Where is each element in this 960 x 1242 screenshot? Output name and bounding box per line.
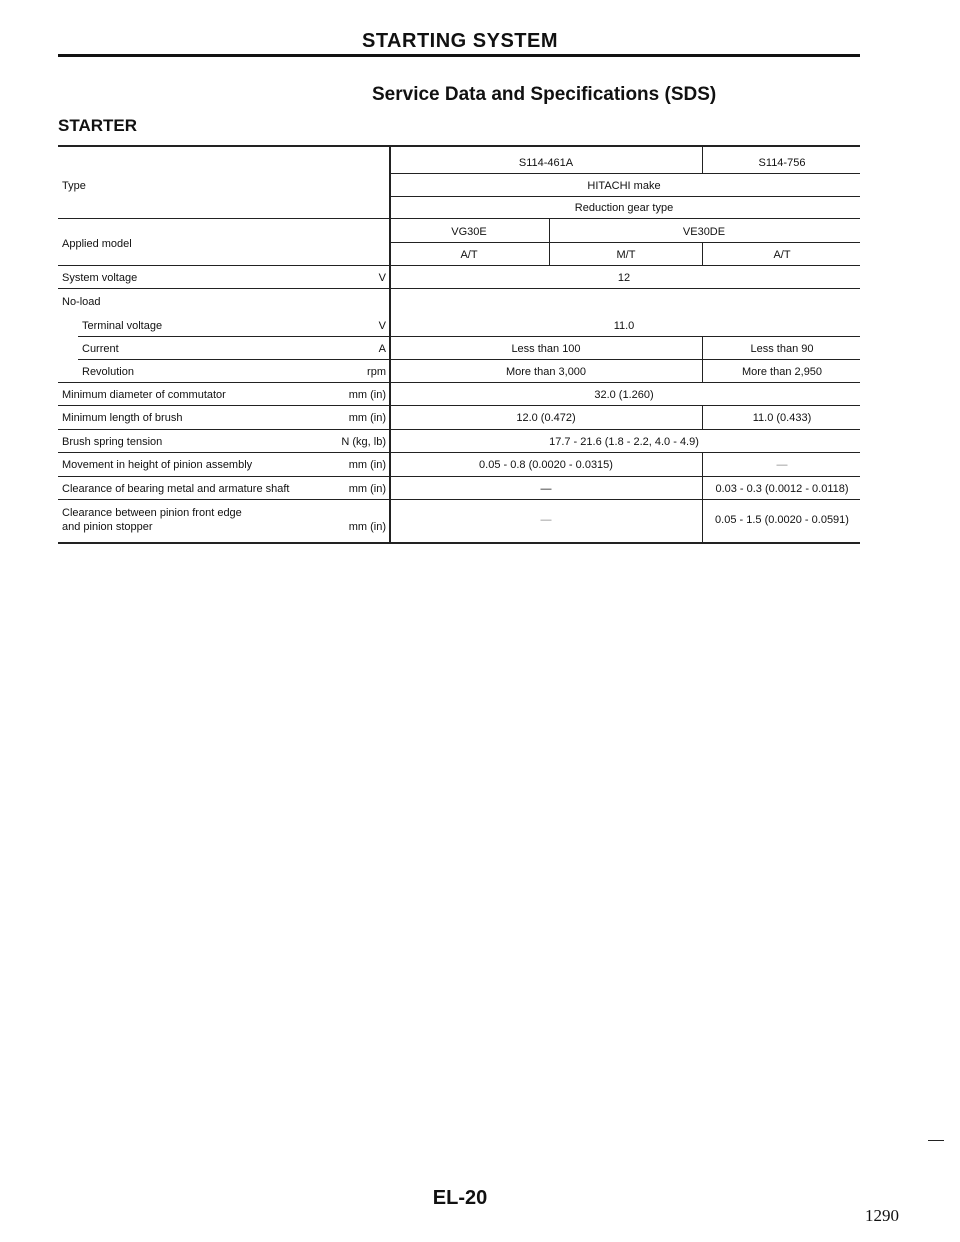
value-pinion-clearance-a: — bbox=[540, 514, 552, 526]
value-brush-length-a: 12.0 (0.472) bbox=[516, 412, 576, 424]
value-commutator: 32.0 (1.260) bbox=[594, 389, 654, 401]
unit-current: A bbox=[378, 343, 386, 355]
row-label-commutator: Minimum diameter of commutator bbox=[62, 389, 226, 401]
page-title: STARTING SYSTEM bbox=[361, 30, 559, 52]
engine-vg30e: VG30E bbox=[451, 226, 487, 238]
rule bbox=[549, 218, 550, 265]
rule bbox=[702, 336, 703, 382]
value-bearing-clearance-b: 0.03 - 0.3 (0.0012 - 0.0118) bbox=[715, 483, 849, 495]
row-label-pinion-clearance-2: and pinion stopper bbox=[62, 521, 153, 533]
row-label-current: Current bbox=[82, 343, 119, 355]
rule bbox=[78, 336, 860, 337]
unit-spring-tension: N (kg, lb) bbox=[341, 436, 386, 448]
unit-system-voltage: V bbox=[378, 272, 386, 284]
value-system-voltage: 12 bbox=[617, 272, 631, 284]
value-current-a: Less than 100 bbox=[511, 343, 581, 355]
engine-ve30de: VE30DE bbox=[682, 226, 726, 238]
value-spring-tension: 17.7 - 21.6 (1.8 - 2.2, 4.0 - 4.9) bbox=[549, 436, 699, 448]
sds-table bbox=[58, 145, 860, 545]
gear-type-cell: Reduction gear type bbox=[574, 202, 674, 214]
value-pinion-clearance-b: 0.05 - 1.5 (0.0020 - 0.0591) bbox=[715, 514, 849, 526]
unit-revolution: rpm bbox=[367, 366, 386, 378]
value-brush-length-b: 11.0 (0.433) bbox=[752, 412, 812, 424]
margin-mark bbox=[928, 1140, 944, 1141]
value-pinion-movement-b: — bbox=[776, 459, 788, 471]
unit-terminal-voltage: V bbox=[378, 320, 386, 332]
footer-section-code: EL-20 bbox=[432, 1187, 488, 1209]
rule bbox=[58, 429, 860, 430]
row-label-applied-model: Applied model bbox=[62, 238, 132, 250]
unit-bearing-clearance: mm (in) bbox=[348, 483, 386, 495]
sds-heading: Service Data and Specifications (SDS) bbox=[372, 84, 717, 105]
unit-brush-length: mm (in) bbox=[348, 412, 386, 424]
rule bbox=[390, 242, 860, 243]
rule bbox=[702, 242, 703, 265]
row-label-pinion-clearance-1: Clearance between pinion front edge bbox=[62, 507, 242, 519]
model-s114-756: S114-756 bbox=[758, 157, 806, 169]
value-bearing-clearance-a: — bbox=[540, 483, 552, 495]
row-label-revolution: Revolution bbox=[82, 366, 134, 378]
table-bottom-rule bbox=[58, 542, 860, 544]
unit-commutator: mm (in) bbox=[348, 389, 386, 401]
rule bbox=[58, 499, 860, 500]
row-label-brush-length: Minimum length of brush bbox=[62, 412, 183, 424]
rule bbox=[58, 405, 860, 406]
value-revolution-b: More than 2,950 bbox=[741, 366, 823, 378]
label-column-divider bbox=[389, 145, 391, 544]
rule bbox=[702, 145, 703, 173]
value-current-b: Less than 90 bbox=[750, 343, 814, 355]
rule bbox=[702, 405, 703, 429]
rule bbox=[58, 265, 860, 266]
value-pinion-movement-a: 0.05 - 0.8 (0.0020 - 0.0315) bbox=[479, 459, 613, 471]
trans-mt: M/T bbox=[616, 249, 636, 261]
row-label-spring-tension: Brush spring tension bbox=[62, 436, 163, 448]
title-rule bbox=[58, 54, 860, 57]
row-label-type: Type bbox=[62, 180, 86, 192]
rule bbox=[78, 359, 860, 360]
row-label-terminal-voltage: Terminal voltage bbox=[82, 320, 163, 332]
rule bbox=[58, 218, 860, 219]
model-s114-461a: S114-461A bbox=[518, 157, 574, 169]
rule bbox=[58, 452, 860, 453]
make-cell: HITACHI make bbox=[587, 180, 661, 192]
rule bbox=[58, 382, 860, 383]
rule bbox=[390, 173, 860, 174]
trans-at-2: A/T bbox=[773, 249, 791, 261]
unit-pinion-clearance: mm (in) bbox=[348, 521, 386, 533]
rule bbox=[58, 476, 860, 477]
row-label-no-load: No-load bbox=[62, 296, 101, 308]
value-revolution-a: More than 3,000 bbox=[505, 366, 587, 378]
row-label-system-voltage: System voltage bbox=[62, 272, 138, 284]
table-top-rule bbox=[58, 145, 860, 147]
row-label-pinion-movement: Movement in height of pinion assembly bbox=[62, 459, 253, 471]
rule bbox=[702, 452, 703, 542]
rule bbox=[58, 288, 860, 289]
rule bbox=[390, 196, 860, 197]
page-number: 1290 bbox=[865, 1206, 899, 1225]
section-heading: STARTER bbox=[58, 116, 138, 135]
unit-pinion-movement: mm (in) bbox=[348, 459, 386, 471]
row-label-bearing-clearance: Clearance of bearing metal and armature shaft bbox=[62, 483, 290, 495]
value-terminal-voltage: 11.0 bbox=[613, 320, 635, 332]
trans-at-1: A/T bbox=[460, 249, 478, 261]
